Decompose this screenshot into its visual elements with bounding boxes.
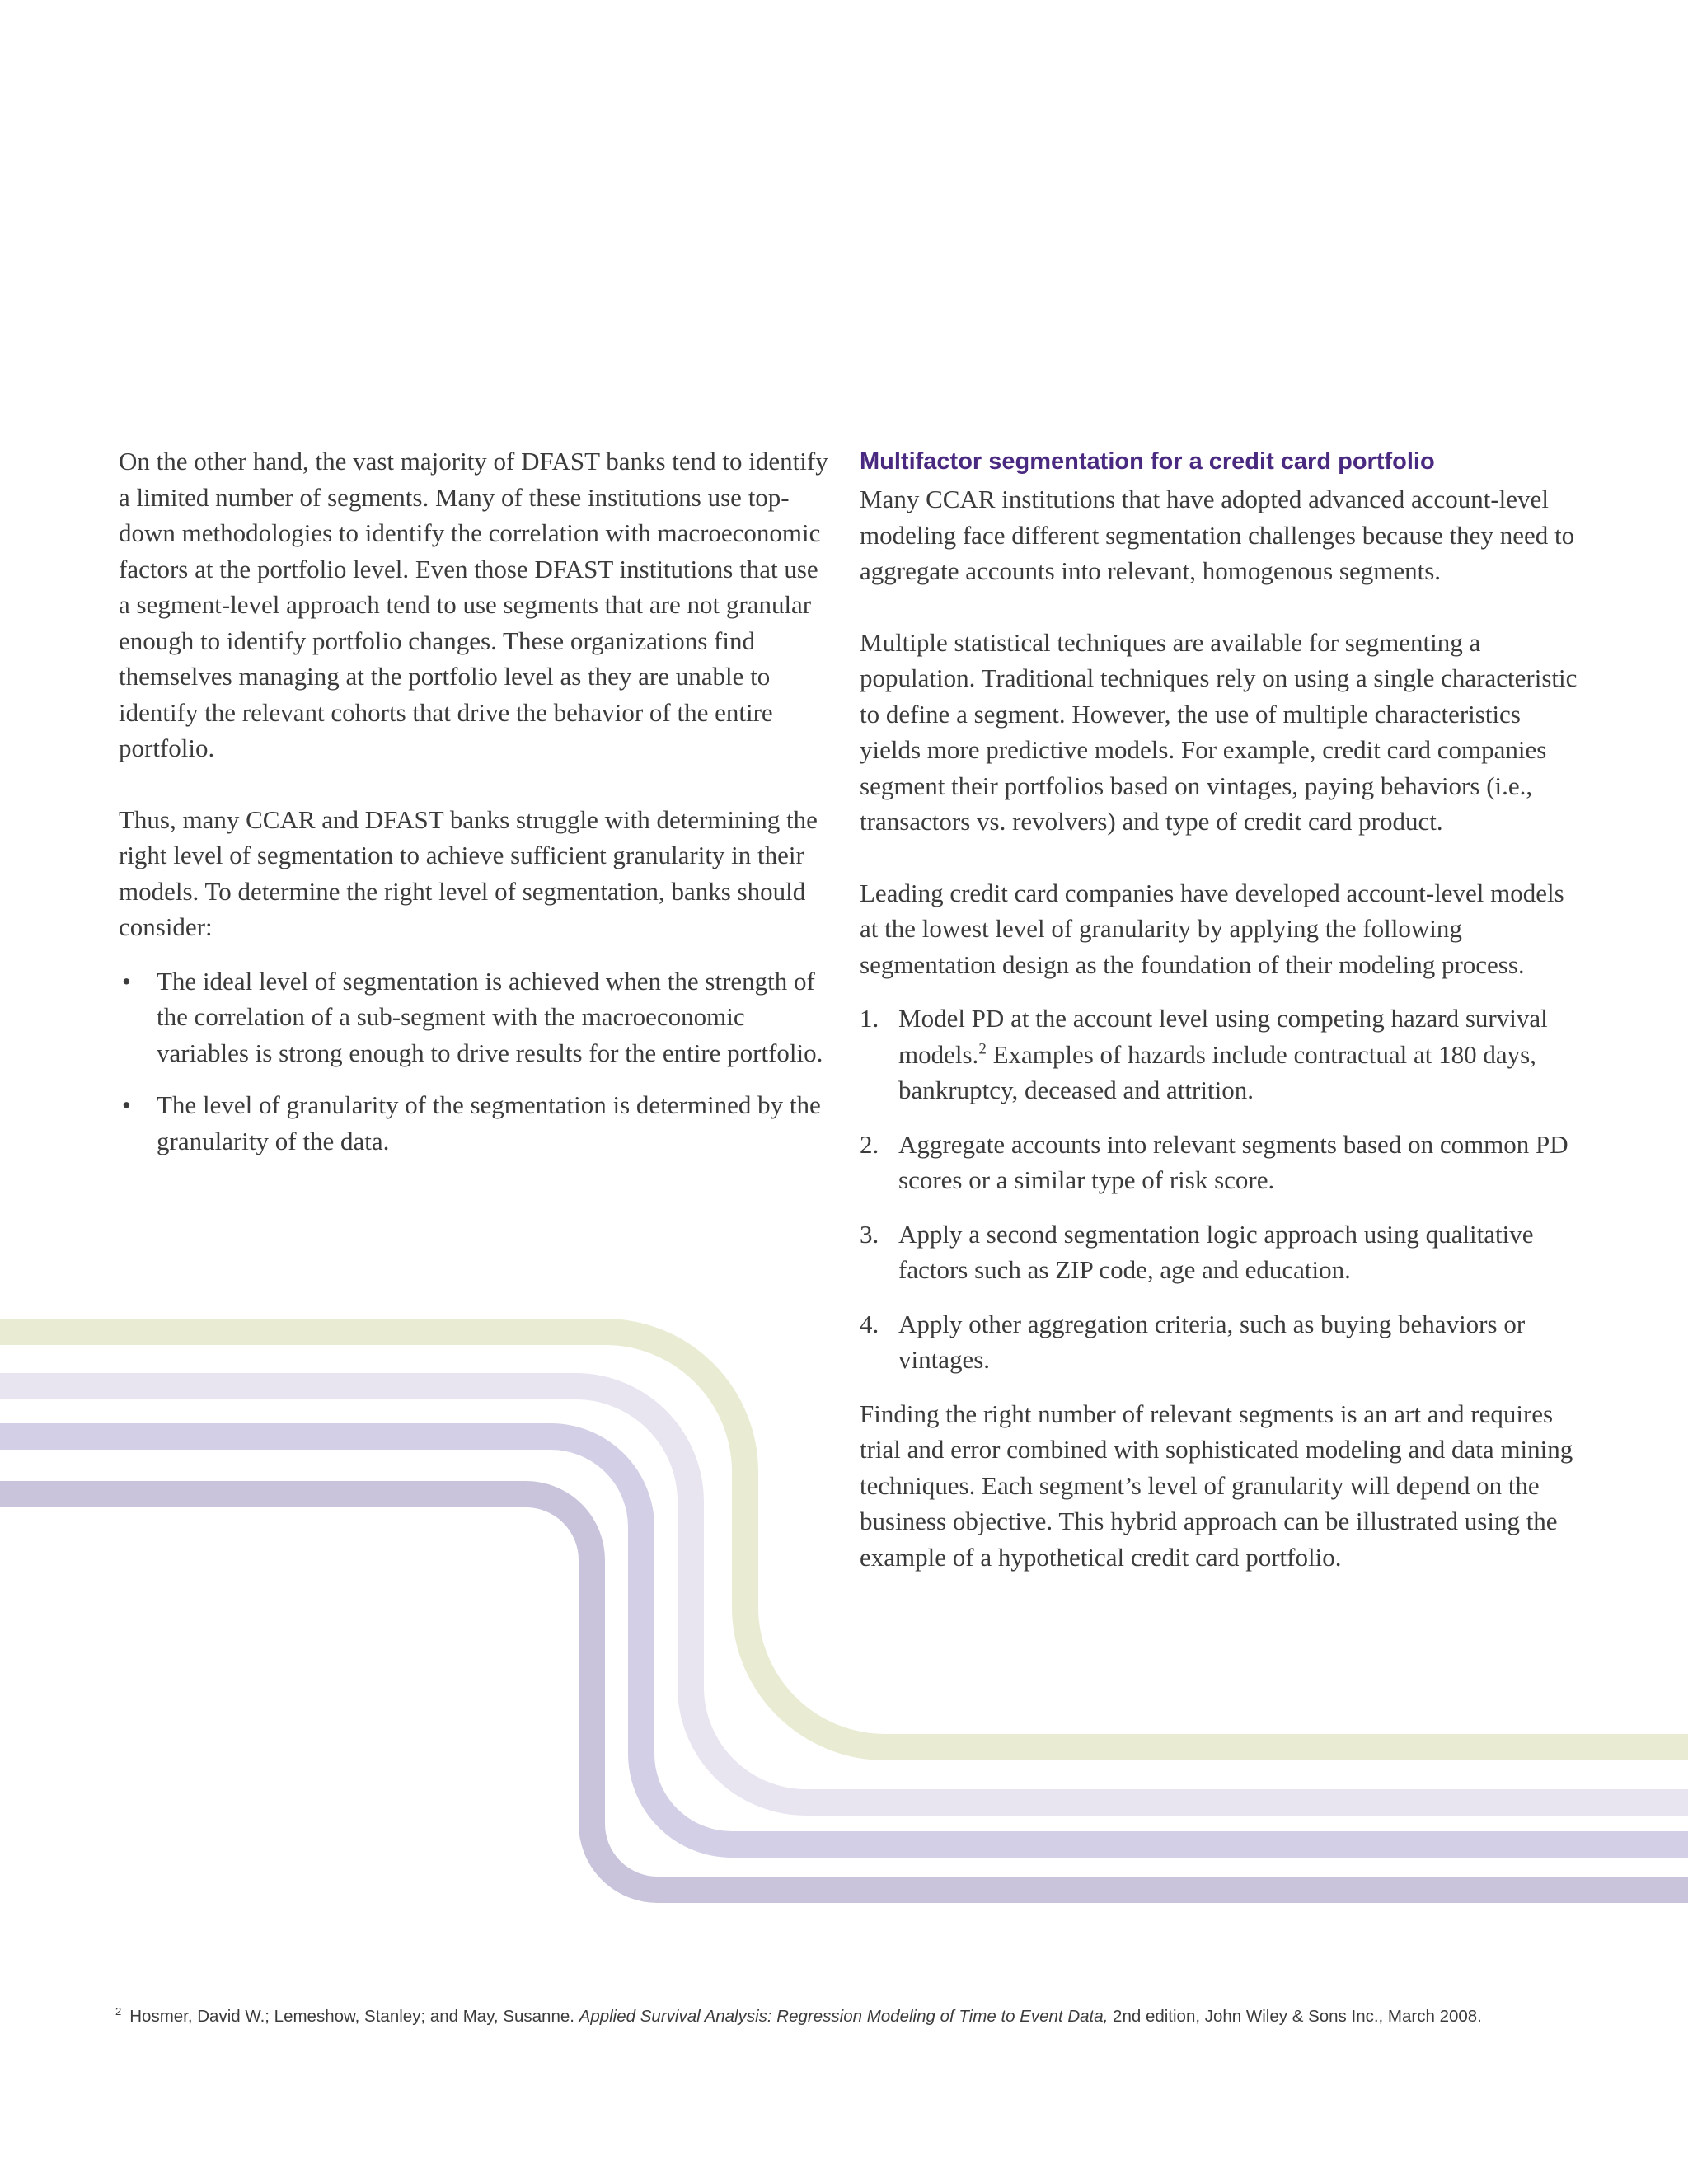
list-item: [860, 1306, 1585, 1378]
step-text-continued: Examples of hazards include contractual at 180 days, bankruptcy, deceased and attrition.: [898, 1039, 1536, 1104]
list-item-text: The ideal level of segmentation is achieved when the strength of the correlation of a sub-segment with the macroeconomic variables is strong enough to drive results for the entire portfolio.: [157, 966, 823, 1067]
list-item-text: The level of granularity of the segmentation is determined by the granularity of the data.: [157, 1090, 821, 1155]
consideration-list: [119, 963, 836, 1160]
step-text: Model PD at the account level using competing hazard survival models.: [898, 1004, 1548, 1069]
right-column: [860, 443, 1585, 1610]
left-paragraph-2: Thus, many CCAR and DFAST banks struggle with determining the right level of segmentation to achieve sufficient granularity in their models. To determine the right level of segmentation, banks should consider:: [119, 804, 818, 941]
step-number: 2.: [860, 1129, 879, 1159]
footnote: [115, 2005, 1665, 2028]
right-paragraph-4: Finding the right number of relevant segments is an art and requires trial and error combined with sophisticated modeling and data mining techniques. Each segment’s level of granularity will depend on the business objective. This hybrid approach can be illustrated using the example of a hypothetical credit card portfolio.: [860, 1399, 1573, 1572]
footnote-mark: 2: [115, 2005, 122, 2018]
left-column: [119, 443, 836, 1175]
segmentation-steps: [860, 1001, 1585, 1378]
step-text: Apply a second segmentation logic approach using qualitative factors such as ZIP code, age and education.: [898, 1219, 1534, 1284]
right-paragraph-3: Leading credit card companies have developed account-level models at the lowest level of granularity by applying the following segmentation design as the foundation of their modeling process.: [860, 878, 1564, 979]
bullet-icon: •: [122, 966, 131, 996]
step-number: 4.: [860, 1309, 879, 1338]
list-item: [119, 963, 836, 1071]
right-paragraph-1: Many CCAR institutions that have adopted advanced account-level modeling face different segmentation challenges because they need to aggregate accounts into relevant, homogenous segments.: [860, 485, 1575, 585]
footnote-publication: 2nd edition, John Wiley & Sons Inc., March 2008.: [1108, 2007, 1482, 2026]
bullet-icon: •: [122, 1090, 131, 1119]
footnote-reference: 2: [978, 1040, 987, 1058]
list-item: [860, 1127, 1585, 1198]
left-paragraph-1: On the other hand, the vast majority of DFAST banks tend to identify a limited number of segments. Many of these institutions use top-down methodologies to identify the correlation with macroeconomic factors at the portfolio level. Even those DFAST institutions that use a segment-level approach tend to use segments that are not granular enough to identify portfolio changes. These organizations find themselves managing at the portfolio level as they are unable to identify the relevant cohorts that drive the behavior of the entire portfolio.: [119, 447, 828, 762]
footnote-book-title: Applied Survival Analysis: Regression Modeling of Time to Event Data,: [579, 2007, 1109, 2026]
list-item: [860, 1001, 1585, 1108]
step-text: Aggregate accounts into relevant segments based on common PD scores or a similar type of risk score.: [898, 1129, 1568, 1194]
step-number: 3.: [860, 1219, 879, 1249]
list-item: [119, 1087, 836, 1159]
list-item: [860, 1216, 1585, 1288]
right-paragraph-2: Multiple statistical techniques are available for segmenting a population. Traditional techniques rely on using a single characteristic to define a segment. However, the use of multiple characteristics yields more predictive models. For example, credit card companies segment their portfolios based on vintages, paying behaviors (i.e., transactors vs. revolvers) and type of credit card product.: [860, 627, 1578, 836]
step-number: 1.: [860, 1004, 879, 1033]
footnote-authors: Hosmer, David W.; Lemeshow, Stanley; and May, Susanne.: [129, 2007, 579, 2026]
section-heading: Multifactor segmentation for a credit card portfolio: [860, 448, 1435, 475]
step-text: Apply other aggregation criteria, such as buying behaviors or vintages.: [898, 1309, 1526, 1374]
